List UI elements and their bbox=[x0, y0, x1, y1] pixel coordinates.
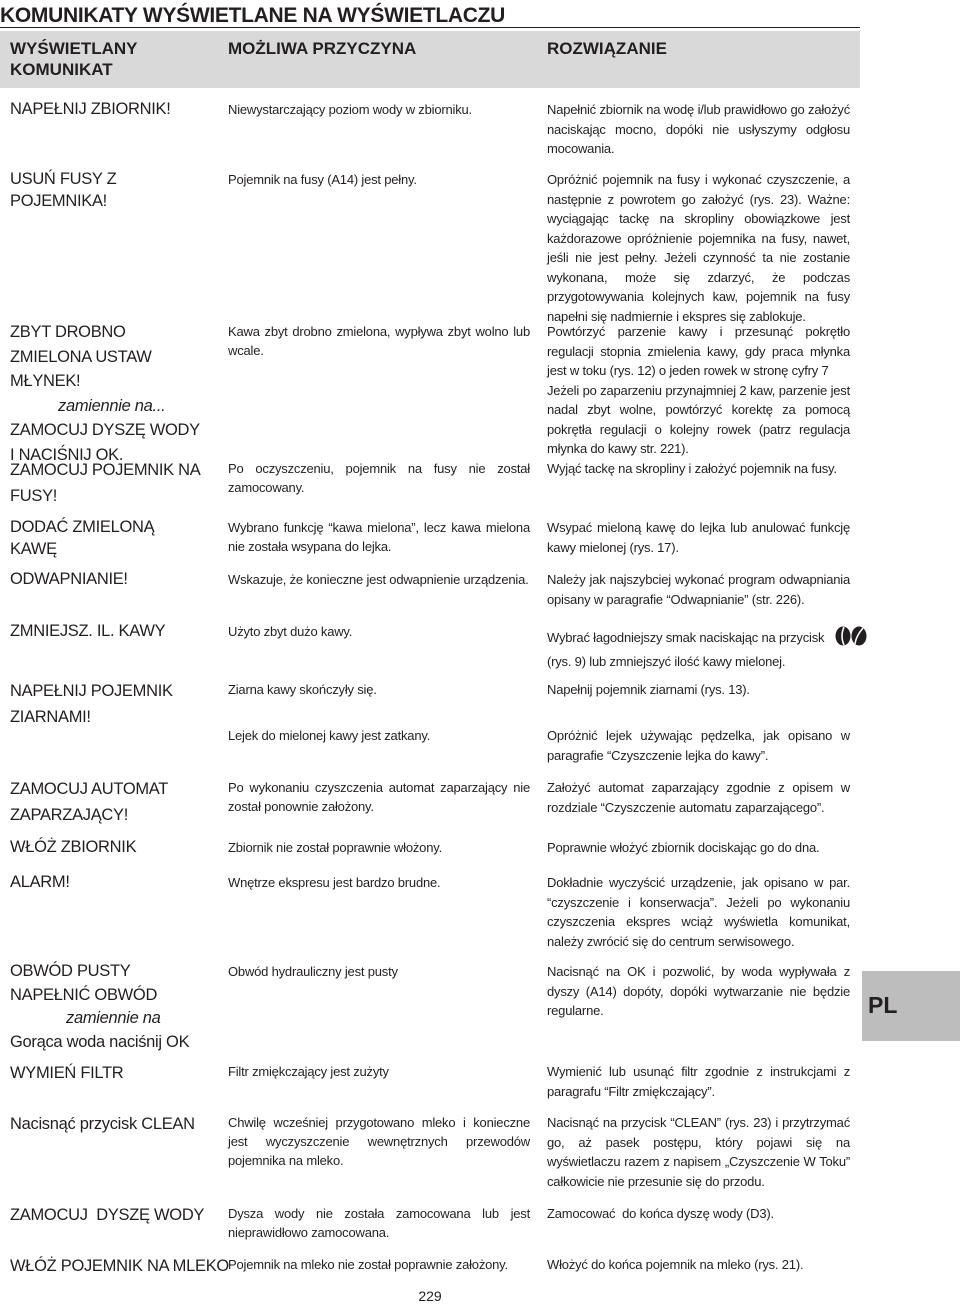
message-text bbox=[10, 320, 200, 467]
solution-paragraph: Powtórzyć parzenie kawy i przesunąć pokrętło regulacji stopnia zmielenia kawy, gdy praca młynka jest w toku (rys. 12) o jeden rowek w stronę cyfry 7 bbox=[547, 324, 850, 378]
solution-line bbox=[547, 626, 850, 652]
solution-text: Poprawnie włożyć zbiornik dociskając go do dna. bbox=[547, 840, 820, 855]
cause-text: Użyto zbyt dużo kawy. bbox=[228, 624, 353, 639]
message-line: OBWÓD PUSTY NAPEŁNIĆ OBWÓD bbox=[10, 962, 158, 1004]
solution-text: Opróżnić lejek używając pędzelka, jak opisano w paragrafie “Czyszczenie lejka do kawy”. bbox=[547, 728, 850, 763]
message-line: Gorąca woda naciśnij OK bbox=[10, 1032, 190, 1051]
solution-text: Napełnić zbiornik na wodę i/lub prawidłowo go założyć naciskając mocno, dopóki nie usłyszymy odgłosu mocowania. bbox=[547, 102, 850, 156]
cause-text: Wybrano funkcję “kawa mielona”, lecz kawa mielona nie została wsypana do lejka. bbox=[228, 520, 530, 554]
cause-text: Wnętrze ekspresu jest bardzo brudne. bbox=[228, 875, 441, 890]
message-text bbox=[10, 960, 200, 1054]
cause-text: Obwód hydrauliczny jest pusty bbox=[228, 964, 398, 979]
solution-text: Nacisnąć na OK i pozwolić, by woda wypływała z dyszy (A14) dopóty, dopóki wytwarzanie nie będzie regularne. bbox=[547, 964, 850, 1018]
coffee-beans-icon bbox=[834, 626, 868, 652]
message-text: ZAMOCUJ AUTOMAT ZAPARZAJĄCY! bbox=[10, 780, 168, 824]
message-alternative-note: zamiennie na bbox=[66, 1009, 161, 1027]
cause-text: Kawa zbyt drobno zmielona, wypływa zbyt wolno lub wcale. bbox=[228, 324, 530, 358]
message-text: NAPEŁNIJ POJEMNIK ZIARNAMI! bbox=[10, 682, 173, 726]
message-text: ALARM! bbox=[10, 873, 70, 891]
solution-line: (rys. 9) lub zmniejszyć ilość kawy mielonej. bbox=[547, 653, 786, 669]
message-text: NAPEŁNIJ ZBIORNIK! bbox=[10, 100, 171, 118]
cause-text: Chwilę wcześniej przygotowano mleko i konieczne jest wyczyszczenie wewnętrznych przewodów pojemnika na mleko. bbox=[228, 1115, 530, 1168]
solution-text: Należy jak najszybciej wykonać program odwapniania opisany w paragrafie “Odwapnianie” (str. 226). bbox=[547, 572, 850, 607]
message-text: ZAMOCUJ POJEMNIK NA FUSY! bbox=[10, 461, 200, 505]
cause-text: Ziarna kawy skończyły się. bbox=[228, 682, 377, 697]
message-line: ZAMOCUJ DYSZĘ WODY I NACIŚNIJ OK. bbox=[10, 421, 200, 464]
cause-text: Dysza wody nie została zamocowana lub jest nieprawidłowo zamocowana. bbox=[228, 1206, 530, 1240]
cause-text: Zbiornik nie został poprawnie włożony. bbox=[228, 840, 442, 855]
message-text: ZMNIEJSZ. IL. KAWY bbox=[10, 622, 166, 640]
message-text: WYMIEŃ FILTR bbox=[10, 1064, 124, 1082]
message-text: WŁÓŻ POJEMNIK NA MLEKO bbox=[10, 1257, 229, 1275]
solution-text: Dokładnie wyczyścić urządzenie, jak opisano w par. “czyszczenie i konserwacja”. Jeżeli po wykonaniu czyszczenia ekspres wciąż wyświetla komunikat, należy zwrócić się do centrum serwisowego. bbox=[547, 875, 850, 949]
header-message: WYŚWIETLANY KOMUNIKAT bbox=[10, 39, 138, 79]
message-text: ODWAPNIANIE! bbox=[10, 570, 128, 588]
solution-text bbox=[547, 322, 850, 459]
solution-text: Zamocować do końca dyszę wody (D3). bbox=[547, 1206, 774, 1221]
message-text: ZAMOCUJ DYSZĘ WODY bbox=[10, 1206, 205, 1224]
solution-text: Wsypać mieloną kawę do lejka lub anulować funkcję kawy mielonej (rys. 17). bbox=[547, 520, 850, 555]
solution-text: Nacisnąć na przycisk “CLEAN” (rys. 23) i przytrzymać go, aż pasek postępu, który pojawi się na wyświetlaczu razem z napisem „Czyszczenie W Toku” całkowicie nie przesunie się do przodu. bbox=[547, 1115, 850, 1189]
cause-text: Pojemnik na mleko nie został poprawnie założony. bbox=[228, 1257, 508, 1272]
cause-text: Wskazuje, że konieczne jest odwapnienie urządzenia. bbox=[228, 572, 529, 587]
message-text: DODAĆ ZMIELONĄ KAWĘ bbox=[10, 518, 155, 558]
solution-paragraph: Jeżeli po zaparzeniu przynajmniej 2 kaw, parzenie jest nadal zbyt wolne, powtórzyć korektę za pomocą pokrętła regulacji o kolejny rowek (patrz regulacja młynka do kawy str. 221). bbox=[547, 382, 850, 456]
solution-text bbox=[547, 626, 850, 671]
cause-text: Po oczyszczeniu, pojemnik na fusy nie został zamocowany. bbox=[228, 461, 530, 495]
header-cause: MOŻLIWA PRZYCZYNA bbox=[228, 39, 417, 58]
message-alternative-note: zamiennie na... bbox=[58, 396, 166, 415]
solution-text: Założyć automat zaparzający zgodnie z opisem w rozdziale “Czyszczenie automatu zaparzającego”. bbox=[547, 780, 850, 815]
page-title: KOMUNIKATY WYŚWIETLANE NA WYŚWIETLACZU bbox=[0, 4, 506, 27]
title-rule bbox=[0, 27, 860, 28]
page-number: 229 bbox=[418, 1288, 442, 1304]
solution-line-text: Wybrać łagodniejszy smak naciskając na przycisk bbox=[547, 630, 825, 646]
solution-text: Wymienić lub usunąć filtr zgodnie z instrukcjami z paragrafu “Filtr zmiękczający”. bbox=[547, 1064, 850, 1099]
message-text: Nacisnąć przycisk CLEAN bbox=[10, 1115, 195, 1133]
cause-text: Filtr zmiękczający jest zużyty bbox=[228, 1064, 389, 1079]
solution-text: Opróżnić pojemnik na fusy i wykonać czyszczenie, a następnie z powrotem go założyć (rys. 23). Ważne: wyciągając tackę na skropliny obowiązkowe jest każdorazowe opróżnienie pojemnika na fusy, nawet, jeśli nie jest pełny. Jeżeli czynność ta nie zostanie wykonana, może się zdarzyć, że podczas przygotowywania kolejnych kaw, pojemnik na fusy napełni się nadmiernie i ekspres się zablokuje. bbox=[547, 172, 850, 324]
cause-text: Lejek do mielonej kawy jest zatkany. bbox=[228, 728, 431, 743]
cause-text: Niewystarczający poziom wody w zbiorniku. bbox=[228, 102, 472, 117]
cause-text: Pojemnik na fusy (A14) jest pełny. bbox=[228, 172, 417, 187]
message-text: WŁÓŻ ZBIORNIK bbox=[10, 838, 137, 856]
header-solution: ROZWIĄZANIE bbox=[547, 39, 667, 58]
solution-text: Włożyć do końca pojemnik na mleko (rys. 21). bbox=[547, 1257, 804, 1272]
solution-text: Wyjąć tackę na skropliny i założyć pojemnik na fusy. bbox=[547, 461, 837, 476]
solution-text: Napełnij pojemnik ziarnami (rys. 13). bbox=[547, 682, 750, 697]
cause-text: Po wykonaniu czyszczenia automat zaparzający nie został ponownie założony. bbox=[228, 780, 530, 814]
message-line: ZBYT DROBNO ZMIELONA USTAW MŁYNEK! bbox=[10, 323, 152, 390]
message-text: USUŃ FUSY Z POJEMNIKA! bbox=[10, 170, 117, 210]
language-tab-label: PL bbox=[868, 992, 898, 1018]
